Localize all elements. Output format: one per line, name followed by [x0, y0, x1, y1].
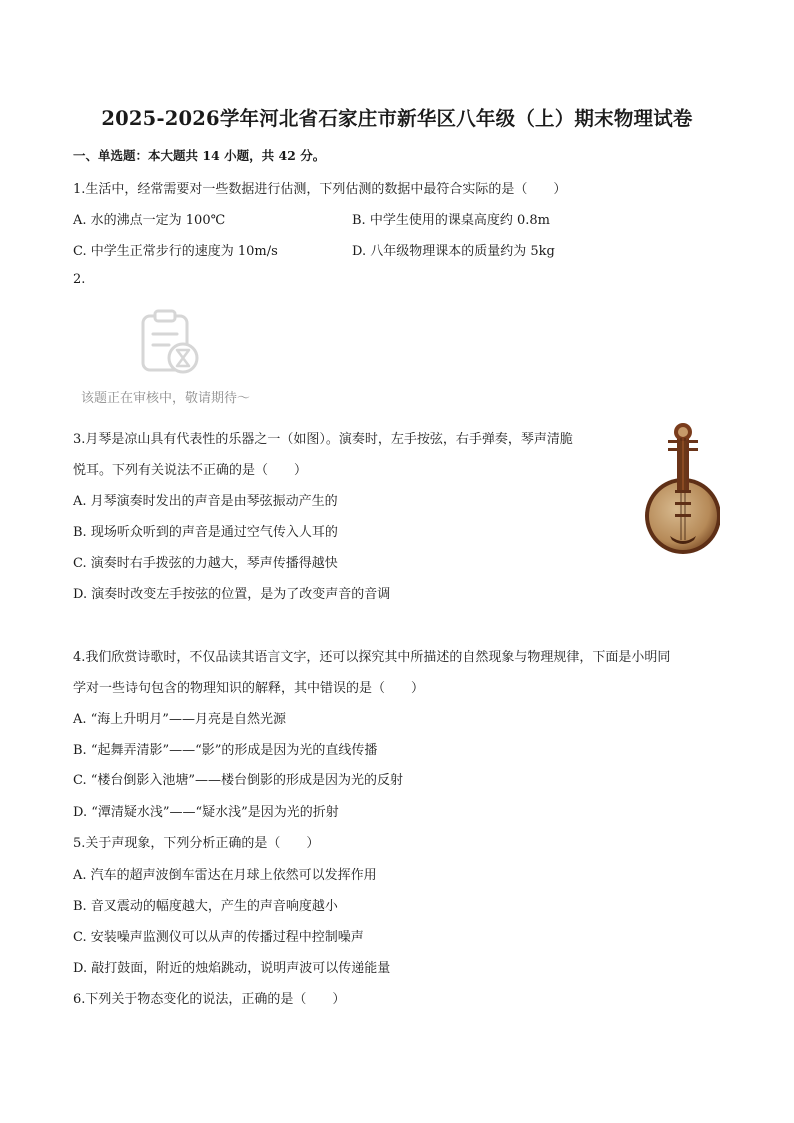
question-3-stem-line-2: 悦耳。下列有关说法不正确的是（ ）	[73, 463, 308, 478]
question-4-option-b: B. “起舞弄清影”——“影”的形成是因为光的直线传播	[73, 743, 378, 758]
question-2-review-placeholder	[73, 302, 273, 412]
question-3-stem-line-1: 3.月琴是凉山具有代表性的乐器之一（如图）。演奏时，左手按弦，右手弹奏，琴声清脆	[73, 432, 573, 447]
section-heading: 一、单选题：本大题共 14 小题，共 42 分。	[73, 148, 326, 163]
question-4-option-a: A. “海上升明月”——月亮是自然光源	[73, 712, 286, 727]
question-4-stem-line-2: 学对一些诗句包含的物理知识的解释，其中错误的是（ ）	[73, 681, 425, 696]
question-1-stem: 1.生活中，经常需要对一些数据进行估测，下列估测的数据中最符合实际的是（ ）	[73, 182, 567, 197]
question-4-stem-line-1: 4.我们欣赏诗歌时，不仅品读其语言文字，还可以探究其中所描述的自然现象与物理规律，下面是小明同	[73, 650, 671, 665]
page-title: 2025-2026学年河北省石家庄市新华区八年级（上）期末物理试卷	[101, 107, 693, 130]
question-1-option-c: C. 中学生正常步行的速度为 10m/s	[73, 244, 278, 259]
yueqin-instrument-image	[640, 418, 720, 563]
question-3-option-d: D. 演奏时改变左手按弦的位置，是为了改变声音的音调	[73, 587, 391, 602]
question-5-option-b: B. 音叉震动的幅度越大，产生的声音响度越小	[73, 899, 338, 914]
question-2-stem: 2.	[73, 272, 86, 287]
question-1-option-a: A. 水的沸点一定为 100℃	[73, 213, 226, 228]
question-1-option-b: B. 中学生使用的课桌高度约 0.8m	[352, 213, 550, 228]
review-pending-text: 该题正在审核中，敬请期待～	[81, 391, 251, 406]
clipboard-hourglass-icon	[135, 308, 205, 380]
question-3-option-b: B. 现场听众听到的声音是通过空气传入人耳的	[73, 525, 338, 540]
question-1-option-d: D. 八年级物理课本的质量约为 5kg	[352, 244, 555, 259]
question-6-stem: 6.下列关于物态变化的说法，正确的是（ ）	[73, 992, 346, 1007]
question-3-option-a: A. 月琴演奏时发出的声音是由琴弦振动产生的	[73, 494, 338, 509]
question-5-option-c: C. 安装噪声监测仪可以从声的传播过程中控制噪声	[73, 930, 364, 945]
question-4-option-c: C. “楼台倒影入池塘”——楼台倒影的形成是因为光的反射	[73, 773, 404, 788]
question-5-option-d: D. 敲打鼓面，附近的烛焰跳动，说明声波可以传递能量	[73, 961, 391, 976]
question-5-stem: 5.关于声现象，下列分析正确的是（ ）	[73, 836, 320, 851]
question-3-option-c: C. 演奏时右手拨弦的力越大，琴声传播得越快	[73, 556, 338, 571]
question-4-option-d: D. “潭清疑水浅”——“疑水浅”是因为光的折射	[73, 805, 339, 820]
question-5-option-a: A. 汽车的超声波倒车雷达在月球上依然可以发挥作用	[73, 868, 377, 883]
